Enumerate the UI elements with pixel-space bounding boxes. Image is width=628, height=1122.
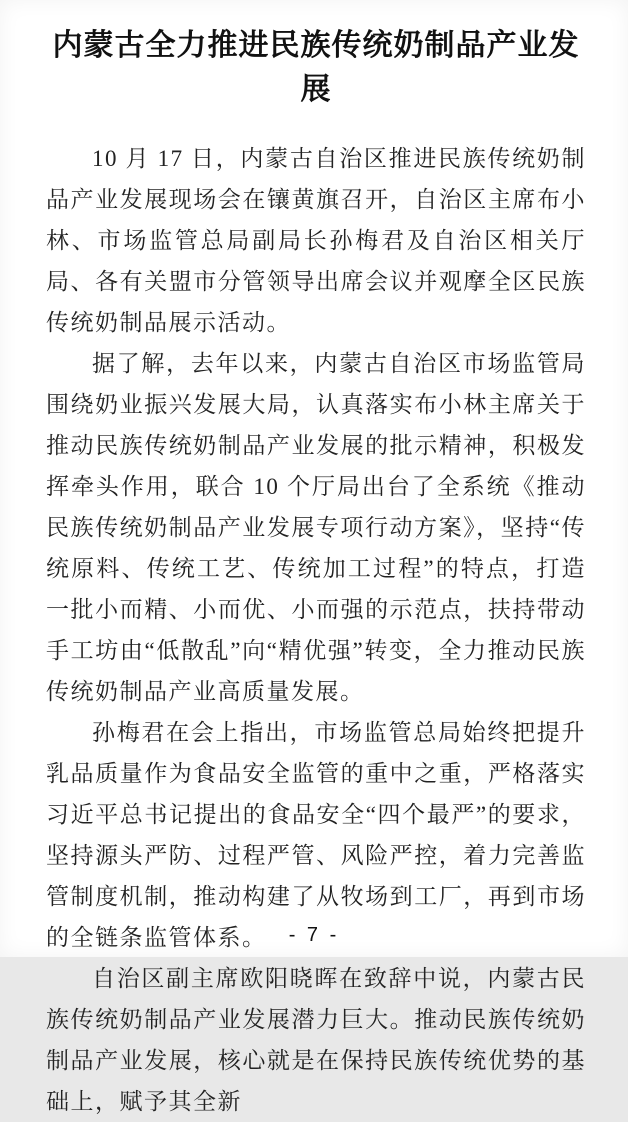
paragraph: 自治区副主席欧阳晓晖在致辞中说，内蒙古民族传统奶制品产业发展潜力巨大。推动民族传统奶制品产业发展，核心就是在保持民族传统优势的基础上，赋予其全新 — [46, 966, 586, 1114]
page-number: - 7 - — [288, 924, 340, 946]
paragraph: 据了解，去年以来，内蒙古自治区市场监管局围绕奶业振兴发展大局，认真落实布小林主席关于推动民族传统奶制品产业发展的批示精神，积极发挥牵头作用，联合 10 个厅局出台了全系统《推动民族传统奶制品产业发展专项行动方案》，坚持“传统原料、传统工艺、传统加工过程”的特点，打造一批小而精、小而优、小而强的示范点，扶持带动手工坊由“低散乱”向“精优强”转变，全力推动民族传统奶制品产业高质量发展。 — [46, 351, 586, 704]
document-body — [46, 138, 586, 1122]
paragraph: 孙梅君在会上指出，市场监管总局始终把提升乳品质量作为食品安全监管的重中之重，严格落实习近平总书记提出的食品安全“四个最严”的要求，坚持源头严防、过程严管、风险严控，着力完善监管制度机制，推动构建了从牧场到工厂，再到市场的全链条监管体系。 — [46, 720, 586, 950]
paragraph: 10 月 17 日，内蒙古自治区推进民族传统奶制品产业发展现场会在镶黄旗召开，自治区主席布小林、市场监管总局副局长孙梅君及自治区相关厅局、各有关盟市分管领导出席会议并观摩全区民族传统奶制品展示活动。 — [46, 146, 586, 335]
document-title: 内蒙古全力推进民族传统奶制品产业发展 — [52, 29, 580, 106]
